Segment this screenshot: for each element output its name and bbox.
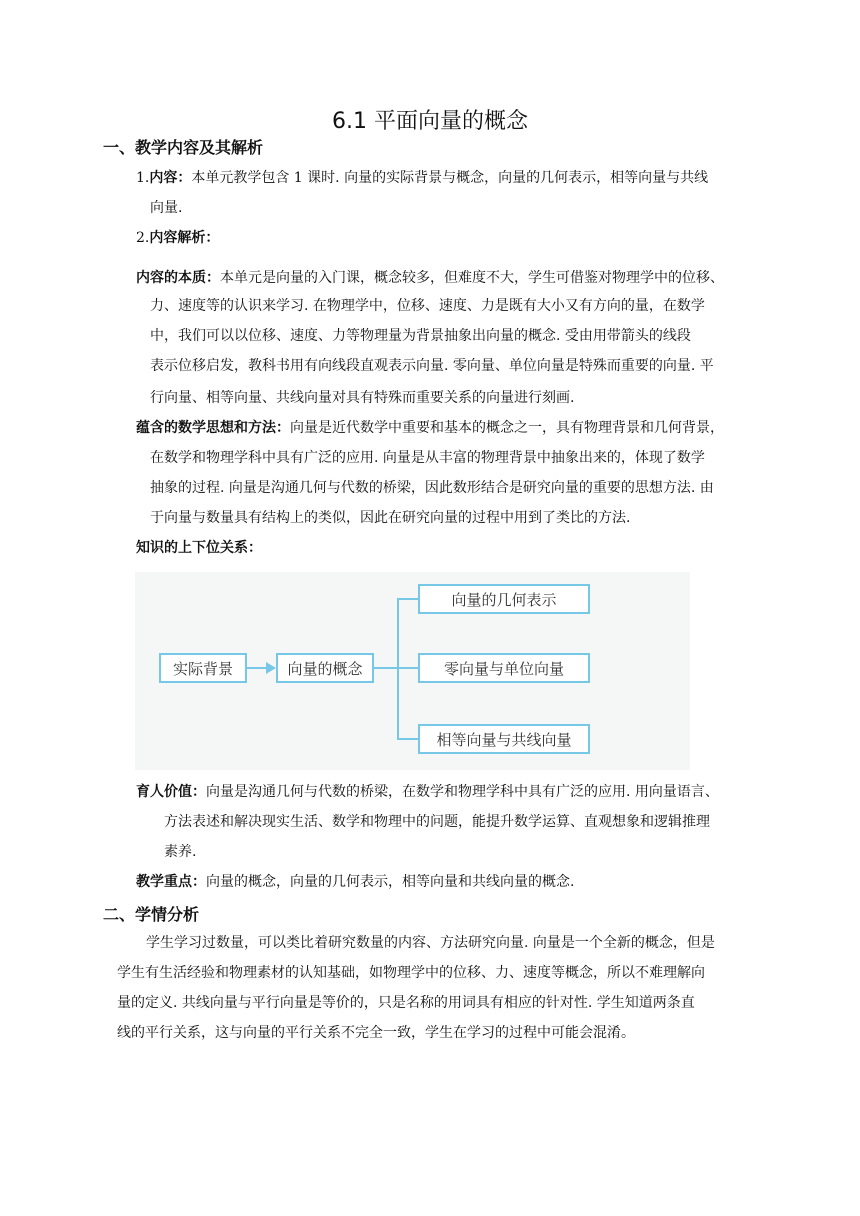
section-heading-2: 二、学情分析 [103,905,200,924]
text-line: 于向量与数量具有结构上的类似，因此在研究向量的过程中用到了类比的方法. [150,510,631,526]
text-line: 本单元是向量的入门课，概念较多，但难度不大，学生可借鉴对物理学中的位移、 [220,270,724,286]
item-label: 内容解析： [149,230,220,246]
text-line: 学生学习过数量，可以类比着研究数量的内容、方法研究向量. 向量是一个全新的概念，但是 [146,935,715,951]
item-number: 2. [136,230,150,246]
text-line: 线的平行关系，这与向量的平行关系不完全一致，学生在学习的过程中可能会混淆。 [117,1025,635,1041]
item-text-continued: 向量. [150,200,183,216]
text-line: 力、速度等的认识来学习. 在物理学中，位移、速度、力是既有大小又有方向的量，在数学 [150,298,705,314]
connector-line [397,738,419,740]
text-line: 向量是沟通几何与代数的桥梁，在数学和物理学科中具有广泛的应用. 用向量语言、 [206,784,719,800]
text-line: 在数学和物理学科中具有广泛的应用. 向量是从丰富的物理背景中抽象出来的，体现了数学 [150,450,705,466]
connector-line [374,667,398,669]
item-label: 内容： [149,170,192,186]
text-line: 量的定义. 共线向量与平行向量是等价的，只是名称的用词具有相应的针对性. 学生知道两条直 [117,995,695,1011]
item-text: 本单元教学包含 1 课时. 向量的实际背景与概念，向量的几何表示，相等向量与共线 [191,170,709,186]
text-line: 学生有生活经验和物理素材的认知基础，如物理学中的位移、力、速度等概念，所以不难理解向 [117,965,705,981]
diagram-node-center: 向量的概念 [276,653,374,683]
essence-label: 内容的本质： [136,270,220,286]
focus-label: 教学重点： [136,874,206,890]
connector-line [397,598,419,600]
diagram-node-child: 向量的几何表示 [418,584,590,614]
text-line: 中，我们可以以位移、速度、力等物理量为背景抽象出向量的概念. 受由用带箭头的线段 [150,328,691,344]
text-line: 向量是近代数学中重要和基本的概念之一，具有物理背景和几何背景， [290,420,724,436]
value-paragraph [136,778,719,806]
text-line: 表示位移启发，教科书用有向线段直观表示向量. 零向量、单位向量是特殊而重要的向量. 平 [150,358,714,374]
text-line: 素养. [164,844,197,860]
arrow-head-icon [266,662,276,674]
diagram-node-child: 零向量与单位向量 [418,653,590,683]
connector-line [397,667,419,669]
diagram-node-root: 实际背景 [159,653,247,683]
relation-label: 知识的上下位关系： [136,540,262,556]
essence-paragraph [136,264,724,292]
text-line: 向量的概念，向量的几何表示，相等向量和共线向量的概念. [206,874,575,890]
text-line: 抽象的过程. 向量是沟通几何与代数的桥梁，因此数形结合是研究向量的重要的思想方法. 由 [150,480,714,496]
content-item [136,164,708,192]
thinking-label: 蕴含的数学思想和方法： [136,420,290,436]
item-number: 1. [136,170,150,186]
content-analysis-item [136,224,219,252]
connector-line [397,598,399,740]
diagram-node-child: 相等向量与共线向量 [418,724,590,754]
text-line: 方法表述和解决现实生活、数学和物理中的问题，能提升数学运算、直观想象和逻辑推理 [164,814,710,830]
section-heading-1: 一、教学内容及其解析 [103,138,264,157]
thinking-paragraph [136,414,724,442]
focus-paragraph [136,868,574,896]
text-line: 行向量、相等向量、共线向量对具有特殊而重要关系的向量进行刻画. [150,390,575,406]
concept-diagram [135,572,690,770]
value-label: 育人价值： [136,784,206,800]
page-title: 6.1 平面向量的概念 [332,109,528,134]
